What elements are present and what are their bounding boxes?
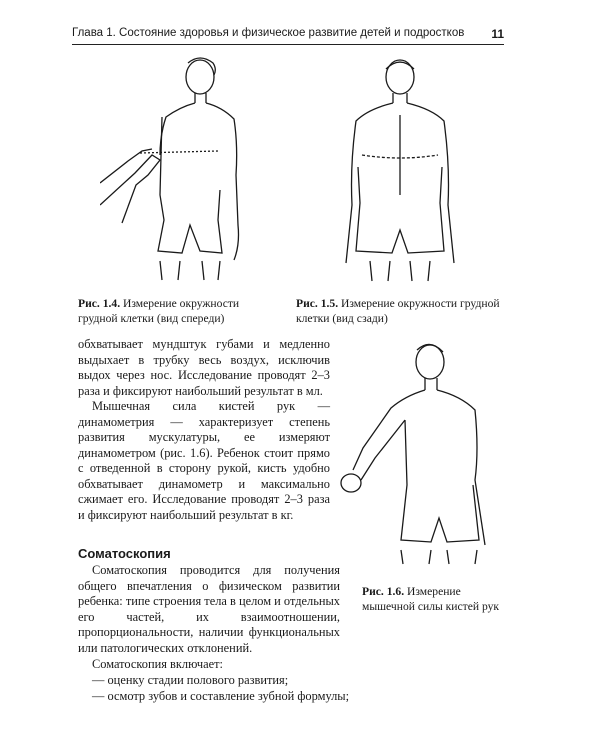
figure-1-5-illustration [330, 55, 470, 287]
text-column [78, 337, 330, 523]
page-number: 11 [491, 27, 504, 41]
figure-caption-text: Измерение мышечной силы кистей рук [362, 585, 500, 613]
figure-label: Рис. 1.5. [296, 297, 339, 310]
header-rule [72, 44, 504, 45]
figure-1-5-caption [296, 296, 506, 326]
figure-caption-text: Измерение окружности грудной клетки (вид спереди) [78, 297, 240, 325]
figure-1-6-illustration [335, 340, 505, 565]
list-item: — осмотр зубов и составление зубной формулы; [92, 689, 350, 703]
figure-1-6-caption [362, 584, 510, 614]
list-item: — оценку стадии полового развития; [92, 673, 289, 687]
list-intro: Соматоскопия включает: [92, 657, 223, 671]
figure-1-4-illustration [100, 55, 260, 287]
paragraph-dynamometry: Мышечная сила кистей рук — динамометрия — характеризует степень развития мускулатуры, ее измеряют динамометром (рис. 1.6). Ребенок стоит прямо с отведенной в сторону рукой, кисть удобно обхватывает динамометр и максимально сжимает его. Исследование проводят 2–3 раза и фиксируют наибольший результат в кг. [78, 399, 330, 522]
paragraph-somatoscopy: Соматоскопия проводится для получения общего впечатления о физическом развитии ребенка: типе строения тела в целом и отдельных его частей, их взаимоотношении, пропорциональности, наличии функциональных или патологических отклонений. [78, 563, 340, 655]
figure-caption-text: Измерение окружности грудной клетки (вид сзади) [296, 297, 500, 325]
chapter-title: Глава 1. Состояние здоровья и физическое развитие детей и подростков [72, 27, 465, 39]
section-heading: Соматоскопия [78, 546, 171, 561]
paragraph-spirometry: обхватывает мундштук губами и медленно выдыхает в трубку весь воздух, исключив выдох через нос. Исследование проводят 2–3 раза и фиксируют наибольший результат в мл. [78, 337, 330, 398]
figure-label: Рис. 1.4. [78, 297, 121, 310]
figure-1-4-caption [78, 296, 278, 326]
figure-label: Рис. 1.6. [362, 585, 405, 598]
running-head [72, 27, 504, 43]
